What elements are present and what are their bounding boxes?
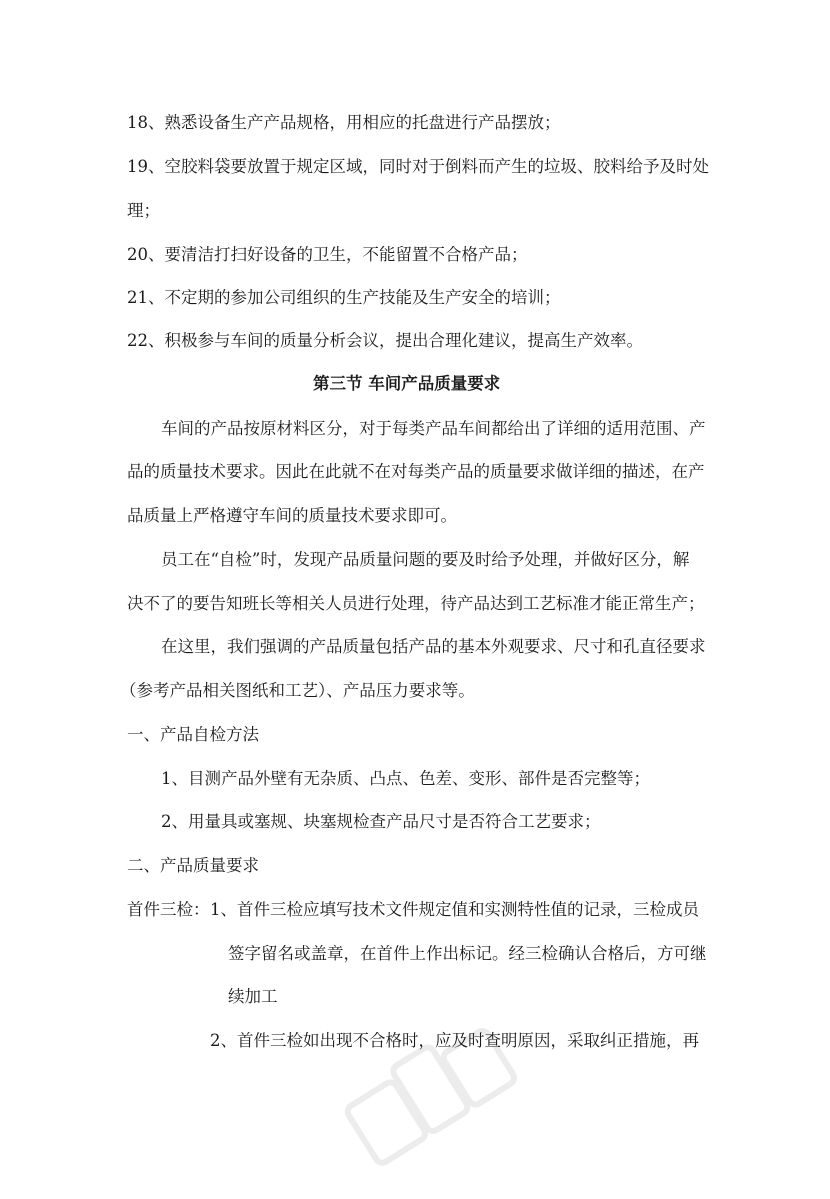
paragraph-1-line-2: 品的质量技术要求。因此在此就不在对每类产品的质量要求做详细的描述，在产 [127, 462, 705, 481]
heading-self-check: 一、产品自检方法 [127, 725, 259, 744]
paragraph-3-line-1: 在这里，我们强调的产品质量包括产品的基本外观要求、尺寸和孔直径要求 [161, 637, 706, 656]
first-inspection-1-line-1: 1、首件三检应填写技术文件规定值和实测特性值的记录，三检成员 [210, 900, 699, 919]
first-inspection-2-line-1: 2、首件三检如出现不合格时，应及时查明原因，采取纠正措施，再 [210, 1031, 699, 1050]
paragraph-1-line-1: 车间的产品按原材料区分，对于每类产品车间都给出了详细的适用范围、产 [161, 419, 706, 438]
method-item-2: 2、用量具或塞规、块塞规检查产品尺寸是否符合工艺要求； [161, 812, 601, 831]
paragraph-3-line-2: （参考产品相关图纸和工艺）、产品压力要求等。 [120, 681, 475, 700]
first-inspection-1-line-3: 续加工 [228, 987, 278, 1006]
method-item-1: 1、目测产品外壁有无杂质、凸点、色差、变形、部件是否完整等； [161, 769, 650, 788]
list-item-18: 18、熟悉设备生产产品规格，用相应的托盘进行产品摆放； [127, 113, 561, 132]
list-item-21: 21、不定期的参加公司组织的生产技能及生产安全的培训； [127, 288, 561, 307]
first-inspection-label: 首件三检： [127, 900, 210, 919]
first-inspection-1-line-2: 签字留名或盖章，在首件上作出标记。经三检确认合格后，方可继 [228, 944, 707, 963]
list-item-19-cont: 理； [127, 201, 160, 220]
paragraph-1-line-3: 品质量上严格遵守车间的质量技术要求即可。 [127, 506, 457, 525]
list-item-22: 22、积极参与车间的质量分析会议，提出合理化建议，提高生产效率。 [127, 331, 643, 350]
list-item-20: 20、要清洁打扫好设备的卫生，不能留置不合格产品； [127, 245, 528, 264]
heading-quality-requirements: 二、产品质量要求 [127, 856, 259, 875]
list-item-19: 19、空胶料袋要放置于规定区域，同时对于倒料而产生的垃圾、胶料给予及时处 [127, 157, 709, 176]
paragraph-2-line-1: 员工在“自检”时，发现产品质量问题的要及时给予处理，并做好区分，解 [161, 550, 690, 569]
section-title: 第三节 车间产品质量要求 [313, 374, 501, 393]
paragraph-2-line-2: 决不了的要告知班长等相关人员进行处理，待产品达到工艺标准才能正常生产； [127, 594, 705, 613]
